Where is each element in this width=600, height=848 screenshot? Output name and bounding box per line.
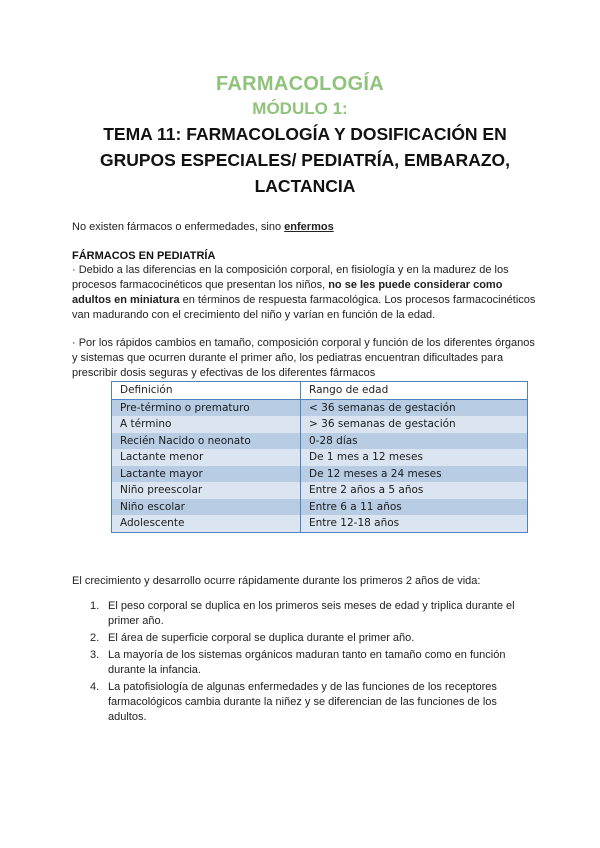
- table-cell: Entre 6 a 11 años: [301, 499, 528, 516]
- list-item-text: La patofisiología de algunas enfermedades y de las funciones de los receptores farmacológicos cambia durante la niñez y se diferencian de las funciones de los adultos.: [108, 681, 497, 723]
- paragraph-pediatria-2: · Por los rápidos cambios en tamaño, composición corporal y función de los diferentes órganos y sistemas que ocurren durante el primer año, los pediatras encuentran dificultades para prescribir dosis seguras y efectivas de los diferentes fármacos: [72, 337, 535, 379]
- table-cell: Niño preescolar: [112, 482, 301, 499]
- intro-emphasis: enfermos: [284, 221, 334, 233]
- table-cell: De 1 mes a 12 meses: [301, 449, 528, 466]
- age-ranges-table: [111, 381, 528, 533]
- list-item-number: 1.: [90, 600, 100, 612]
- table-header-cell: Rango de edad: [301, 382, 528, 400]
- list-item-number: 4.: [90, 681, 100, 693]
- table-cell: Pre-término o prematuro: [112, 399, 301, 416]
- table-row: [112, 433, 528, 450]
- paragraph-pediatria-1: [72, 263, 542, 323]
- document-title: FARMACOLOGÍA: [215, 73, 385, 95]
- list-item: [72, 599, 527, 629]
- table-cell: < 36 semanas de gestación: [301, 399, 528, 416]
- intro-paragraph: [72, 220, 542, 235]
- list-item-text: El peso corporal se duplica en los primeros seis meses de edad y triplica durante el primer año.: [108, 600, 515, 627]
- growth-list: [72, 599, 527, 727]
- table-header-cell: Definición: [112, 382, 301, 400]
- table-row: [112, 399, 528, 416]
- list-item-number: 3.: [90, 649, 100, 661]
- table-cell: Lactante menor: [112, 449, 301, 466]
- table-row: [112, 416, 528, 433]
- table-row: [112, 499, 528, 516]
- table-cell: A término: [112, 416, 301, 433]
- table-cell: De 12 meses a 24 meses: [301, 466, 528, 483]
- table-header-row: [112, 382, 528, 400]
- growth-intro: El crecimiento y desarrollo ocurre rápidamente durante los primeros 2 años de vida:: [72, 575, 481, 587]
- list-item: [72, 680, 527, 725]
- list-item-text: La mayoría de los sistemas orgánicos maduran tanto en tamaño como en función durante la infancia.: [108, 649, 506, 676]
- list-item: [72, 648, 527, 678]
- table-cell: Entre 2 años a 5 años: [301, 482, 528, 499]
- table-row: [112, 515, 528, 532]
- list-item-number: 2.: [90, 632, 100, 644]
- list-item: [72, 631, 527, 646]
- table-row: [112, 466, 528, 483]
- table-cell: > 36 semanas de gestación: [301, 416, 528, 433]
- table-cell: Entre 12-18 años: [301, 515, 528, 532]
- intro-text: No existen fármacos o enfermedades, sino: [72, 221, 285, 233]
- list-item-text: El área de superficie corporal se duplica durante el primer año.: [108, 632, 415, 644]
- tema-heading: TEMA 11: FARMACOLOGÍA Y DOSIFICACIÓN EN GRUPOS ESPECIALES/ PEDIATRÍA, EMBARAZO, LACTANCIA: [100, 124, 510, 196]
- paragraph-1-part-a: · Debido a las diferencias en la composición corporal, en fisiología y en la madurez de los procesos farmacocinéticos que presentan los niños,: [72, 264, 509, 291]
- table-row: [112, 449, 528, 466]
- table-row: [112, 482, 528, 499]
- table-cell: Lactante mayor: [112, 466, 301, 483]
- module-heading: MÓDULO 1:: [252, 99, 348, 118]
- table-cell: Recién Nacido o neonato: [112, 433, 301, 450]
- paragraph-1-part-c: en términos de respuesta farmacológica. Los procesos farmacocinéticos van madurando con el crecimiento del niño y varían en función de la edad.: [72, 294, 536, 321]
- table-cell: Niño escolar: [112, 499, 301, 516]
- section-heading: FÁRMACOS EN PEDIATRÍA: [72, 250, 216, 262]
- paragraph-1-bold: no se les puede considerar como adultos en miniatura: [72, 279, 503, 306]
- table-cell: Adolescente: [112, 515, 301, 532]
- table-cell: 0-28 días: [301, 433, 528, 450]
